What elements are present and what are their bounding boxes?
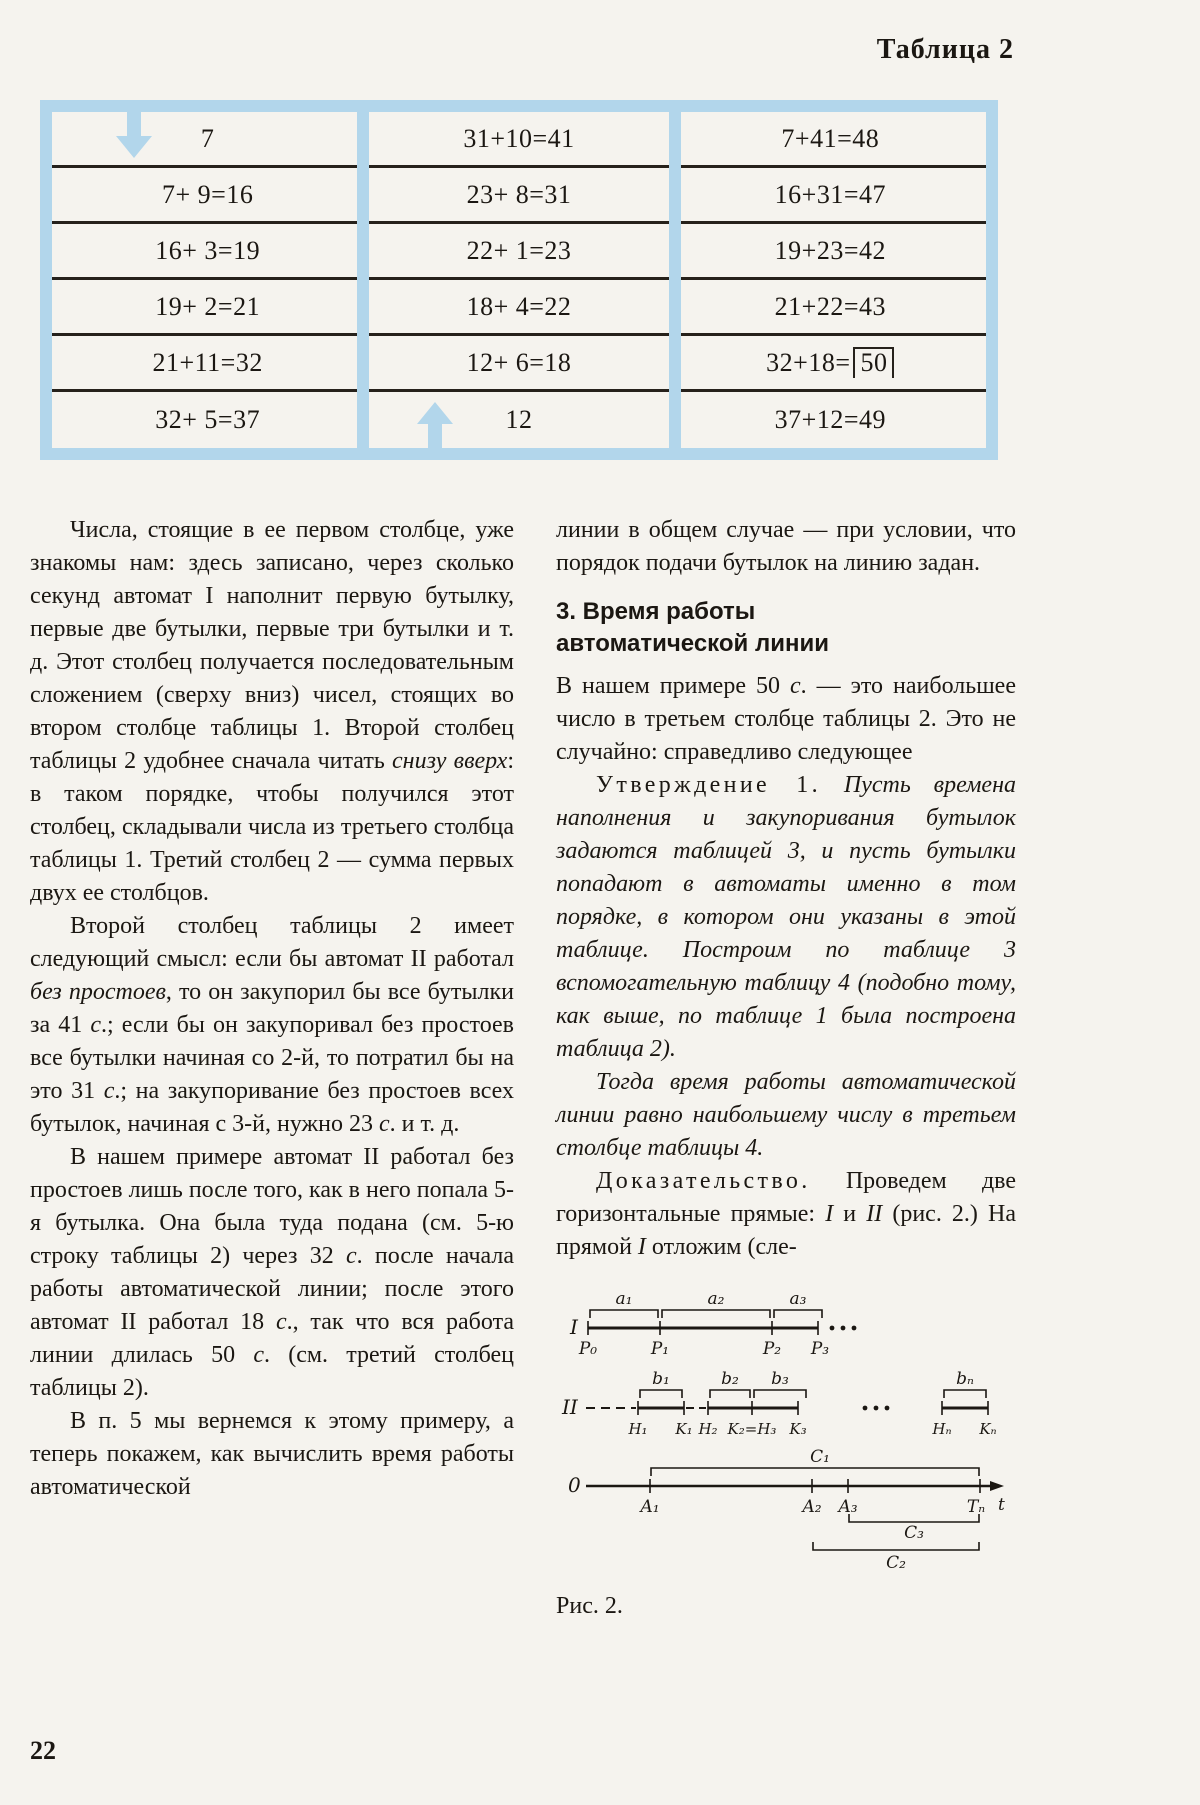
fig-label-b3: b₃ xyxy=(771,1369,789,1389)
text-run: ., так что вся работа линии длилась 50 xyxy=(30,1309,514,1368)
text-run: без простоев xyxy=(30,979,166,1005)
paragraph xyxy=(556,1066,1016,1165)
text-run: .; если бы он закупоривал без простоев все бутылки начиная со 2-й, то потратил бы на это 31 xyxy=(30,1012,514,1104)
fig-label-P2: P₂ xyxy=(762,1339,782,1359)
text-run: I xyxy=(637,1234,646,1260)
table-caption: Таблица 2 xyxy=(876,34,1014,65)
fig-label-K3: K₃ xyxy=(789,1420,807,1438)
table-cell xyxy=(52,112,363,168)
left-column xyxy=(30,514,514,1504)
paragraph xyxy=(30,1141,514,1405)
fig-label-C3: C₃ xyxy=(904,1523,924,1543)
table-cell xyxy=(675,224,986,280)
cell-value: 16+31=47 xyxy=(774,179,886,209)
fig-label-b1: b₁ xyxy=(652,1369,670,1389)
fig-label-line-II: II xyxy=(562,1395,578,1419)
fig-label-a2: a₂ xyxy=(707,1289,725,1309)
cell-value: 18+ 4=22 xyxy=(466,291,572,321)
paragraph xyxy=(30,514,514,910)
text-run: Доказательство. xyxy=(596,1168,811,1194)
text-run: Пусть времена наполнения и закупоривания бутылок задаются таблицей 3, и пусть бутылки попадают в автоматы именно в том порядке, в котором они указаны в этой таблице. Построим по таблице 3 вспомогательную таблицу 4 (подобно тому, как выше, по таблице 1 была построена таблица 2). xyxy=(556,772,1016,1062)
paragraph xyxy=(30,910,514,1141)
text-run: В нашем примере автомат II работал без простоев лишь после того, как в него попала 5-я бутылка. Она была туда подана (см. 5-ю строку таблицы 2) через 32 xyxy=(30,1144,514,1269)
cell-value: 22+ 1=23 xyxy=(466,235,572,265)
fig-label-origin: 0 xyxy=(568,1473,581,1497)
text-run: .; на закупоривание без простоев всех бутылок, начиная с 3-й, нужно 23 xyxy=(30,1078,514,1137)
paragraph xyxy=(30,1405,514,1504)
fig-label-a3: a₃ xyxy=(789,1289,807,1309)
fig-label-P3: P₃ xyxy=(810,1339,830,1359)
cell-value: 19+23=42 xyxy=(774,235,886,265)
fig-label-P1: P₁ xyxy=(650,1339,670,1359)
figure-2-diagram xyxy=(560,1276,1010,1576)
table-2-grid xyxy=(52,112,986,448)
text-run: отложим (сле- xyxy=(645,1234,797,1260)
table-cell xyxy=(675,336,986,392)
text-run: линии в общем случае — при условии, что порядок подачи бутылок на линию задан. xyxy=(556,517,1016,576)
text-run: . и т. д. xyxy=(389,1111,460,1137)
cell-value: 7 xyxy=(200,123,215,153)
table-cell xyxy=(52,392,363,448)
fig-label-TN: Tₙ xyxy=(966,1497,986,1517)
fig-label-K2-H3: K₂=H₃ xyxy=(727,1420,777,1438)
cell-value: 21+11=32 xyxy=(152,347,263,377)
text-run: Проведем две горизонтальные прямые: xyxy=(556,1168,1016,1227)
table-cell xyxy=(363,224,674,280)
cell-value: 23+ 8=31 xyxy=(466,179,572,209)
text-run xyxy=(821,772,844,798)
fig-label-P0: P₀ xyxy=(578,1339,598,1359)
text-run: (рис. 2.) На прямой xyxy=(556,1201,1017,1260)
text-run: . после начала работы автоматической линии; после этого автомат II работал 18 xyxy=(30,1243,515,1335)
text-run: с xyxy=(378,1111,390,1137)
table-cell xyxy=(363,168,674,224)
table-cell xyxy=(363,336,674,392)
text-run: : в таком порядке, чтобы получился этот столбец, складывали числа из третьего столбца таблицы 1. Третий столбец 2 — сумма первых двух ее столбцов. xyxy=(30,748,514,906)
table-cell xyxy=(675,280,986,336)
text-run: В нашем примере 50 xyxy=(556,673,790,699)
paragraph xyxy=(556,769,1016,1066)
cell-value: 16+ 3=19 xyxy=(155,235,261,265)
table-cell xyxy=(363,280,674,336)
fig-label-KN: Kₙ xyxy=(979,1420,997,1438)
cell-value: 37+12=49 xyxy=(774,405,886,434)
cell-value: 21+22=43 xyxy=(774,291,886,321)
text-run: II xyxy=(866,1201,883,1227)
table-cell xyxy=(675,168,986,224)
page-number: 22 xyxy=(30,1736,56,1765)
fig-label-H2: H₂ xyxy=(698,1420,718,1438)
text-run: с xyxy=(103,1078,115,1104)
fig-label-C2: C₂ xyxy=(886,1553,906,1573)
text-run: Числа, стоящие в ее первом столбце, уже знакомы нам: здесь записано, через сколько секунд автомат I наполнит первую бутылку, первые две бутылки, первые три бутылки и т. д. Этот столбец получается последовательным сложением (сверху вниз) чисел, стоящих во втором столбце таблицы 1. Второй столбец таблицы 2 удобнее сначала читать xyxy=(30,517,514,774)
table-cell xyxy=(52,336,363,392)
table-cell xyxy=(675,392,986,448)
fig-label-A3: A₃ xyxy=(838,1497,858,1517)
fig-label-HN: Hₙ xyxy=(932,1420,952,1438)
paragraph xyxy=(556,1165,1016,1264)
table-cell xyxy=(52,168,363,224)
figure-labels xyxy=(561,1289,1005,1573)
fig-label-line-I: I xyxy=(570,1315,578,1339)
right-column xyxy=(556,514,1016,1623)
table-cell xyxy=(363,112,674,168)
text-run: с xyxy=(789,673,801,699)
text-run: снизу вверх xyxy=(392,748,508,774)
left-column-paragraphs xyxy=(30,514,514,1504)
down-arrow-icon xyxy=(114,112,154,158)
fig-label-C1: C₁ xyxy=(810,1447,830,1467)
text-run: с xyxy=(90,1012,101,1038)
text-run: и xyxy=(833,1201,867,1227)
text-run: В п. 5 мы вернемся к этому примеру, а теперь покажем, как вычислить время работы автоматической xyxy=(30,1408,514,1500)
text-run: Тогда время работы автоматической линии равно наибольшему числу в третьем столбце таблицы 4. xyxy=(556,1069,1016,1161)
text-run: с xyxy=(275,1309,287,1335)
fig-label-bN: bₙ xyxy=(956,1369,974,1389)
cell-value: 7+41=48 xyxy=(781,123,880,153)
column-separator xyxy=(357,112,369,448)
section-heading: 3. Время работы автоматической линии xyxy=(556,598,829,657)
text-run: . (см. третий столбец таблицы 2). xyxy=(30,1342,514,1401)
cell-value: 12 xyxy=(505,405,533,434)
text-run: , то он закупорил бы все бутылки за 41 xyxy=(30,979,514,1038)
cell-value: 7+ 9=16 xyxy=(162,179,254,209)
table-2 xyxy=(40,100,998,460)
fig-label-A2: A₂ xyxy=(802,1497,822,1517)
table-cell xyxy=(675,112,986,168)
fig-label-A1: A₁ xyxy=(640,1497,660,1517)
right-column-paragraphs xyxy=(556,514,1016,1264)
column-separator xyxy=(669,112,681,448)
fig-label-b2: b₂ xyxy=(721,1369,739,1389)
fig-label-a1: a₁ xyxy=(615,1289,633,1309)
up-arrow-icon xyxy=(415,402,455,448)
table-cell xyxy=(363,392,674,448)
fig-label-t: t xyxy=(998,1495,1005,1515)
cell-value: 32+18= xyxy=(766,347,851,377)
text-run: с xyxy=(253,1342,264,1368)
fig-label-K1: K₁ xyxy=(675,1420,693,1438)
cell-value: 12+ 6=18 xyxy=(466,347,572,377)
highlighted-result: 50 xyxy=(853,347,894,378)
table-cell xyxy=(52,224,363,280)
figure-caption: Рис. 2. xyxy=(556,1593,623,1619)
text-run: Утверждение 1. xyxy=(596,772,822,798)
paragraph xyxy=(556,670,1016,769)
cell-value: 31+10=41 xyxy=(463,123,575,153)
text-run: I xyxy=(825,1201,834,1227)
paragraph xyxy=(556,514,1016,580)
text-run: с xyxy=(346,1243,357,1269)
fig-label-H1: H₁ xyxy=(628,1420,648,1438)
figure-2 xyxy=(556,1276,1016,1623)
cell-value: 19+ 2=21 xyxy=(155,291,261,321)
text-run: . — это наибольшее число в третьем столбце таблицы 2. Это не случайно: справедливо следующее xyxy=(556,673,1016,765)
cell-value: 32+ 5=37 xyxy=(155,405,261,434)
table-cell xyxy=(52,280,363,336)
text-run: Второй столбец таблицы 2 имеет следующий смысл: если бы автомат II работал xyxy=(30,913,514,972)
